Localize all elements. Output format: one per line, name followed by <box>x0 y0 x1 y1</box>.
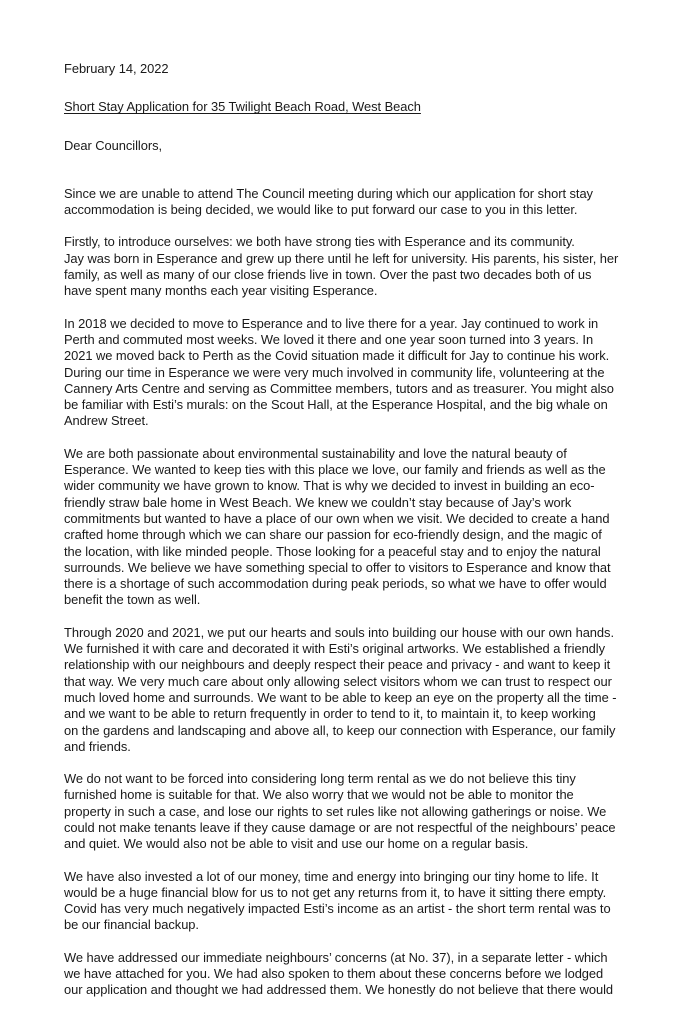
letter-date: February 14, 2022 <box>64 61 169 76</box>
letter-subject: Short Stay Application for 35 Twilight Beach Road, West Beach <box>64 99 421 115</box>
letter-paragraph: Firstly, to introduce ourselves: we both have strong ties with Esperance and its community. Jay was born in Esperance and grew up there until he left for university. His parents, his sister, her family, as well as many of our close friends live in town. Over the past two decades both of us have spent many months each year visiting Esperance. <box>64 234 619 299</box>
letter-paragraph: We have addressed our immediate neighbours’ concerns (at No. 37), in a separate letter - which we have attached for you. We had also spoken to them about these concerns before we lodged our application and thought we had addressed them. We honestly do not believe that there would <box>64 949 614 998</box>
letter-page <box>64 61 624 1015</box>
letter-paragraph: We have also invested a lot of our money, time and energy into bringing our tiny home to life. It would be a huge financial blow for us to not get any returns from it, to have it sitting there empty. Covid has very much negatively impacted Esti’s income as an artist - the short term rental was to be our financial backup. <box>64 868 611 933</box>
letter-paragraph: Through 2020 and 2021, we put our hearts and souls into building our house with our own hands. We furnished it with care and decorated it with Esti’s original artworks. We established a friendly relationship with our neighbours and deeply respect their peace and privacy - and want to keep it that way. We very much care about only allowing select visitors whom we can trust to respect our much loved home and surrounds. We want to be able to keep an eye on the property all the time - and we want to be able to return frequently in order to tend to it, to maintain it, to keep working on the gardens and landscaping and above all, to keep our connection with Esperance, our family and friends. <box>64 624 617 754</box>
letter-salutation: Dear Councillors, <box>64 137 163 153</box>
letter-paragraph: In 2018 we decided to move to Esperance and to live there for a year. Jay continued to work in Perth and commuted most weeks. We loved it there and one year soon turned into 3 years. In 2021 we moved back to Perth as the Covid situation made it difficult for Jay to continue his work. During our time in Esperance we were very much involved in community life, volunteering at the Cannery Arts Centre and serving as Committee members, tutors and as treasurer. You might also be familiar with Esti’s murals: on the Scout Hall, at the Esperance Hospital, and the big whale on Andrew Street. <box>64 315 614 429</box>
letter-paragraph: We are both passionate about environmental sustainability and love the natural beauty of Esperance. We wanted to keep ties with this place we love, our family and friends as well as the wider community we have grown to know. That is why we decided to invest in building an eco- friendly straw bale home in West Beach. We knew we couldn’t stay because of Jay’s work commitments but wanted to have a place of our own when we visit. We decided to create a hand crafted home through which we can share our passion for eco-friendly design, and the magic of the location, with like minded people. Those looking for a peaceful stay and to enjoy the natural surrounds. We believe we have something special to offer to visitors to Esperance and know that there is a shortage of such accommodation during peak periods, so what we have to offer would benefit the town as well. <box>64 445 611 608</box>
letter-paragraph: We do not want to be forced into considering long term rental as we do not believe this tiny furnished home is suitable for that. We also worry that we would not be able to monitor the property in such a case, and lose our rights to set rules like not allowing gatherings or noise. We could not make tenants leave if they cause damage or are not respectful of the neighbours’ peace and quiet. We would also not be able to visit and use our home on a regular basis. <box>64 771 616 852</box>
letter-paragraph: Since we are unable to attend The Council meeting during which our application for short stay accommodation is being decided, we would like to put forward our case to you in this letter. <box>64 185 593 218</box>
